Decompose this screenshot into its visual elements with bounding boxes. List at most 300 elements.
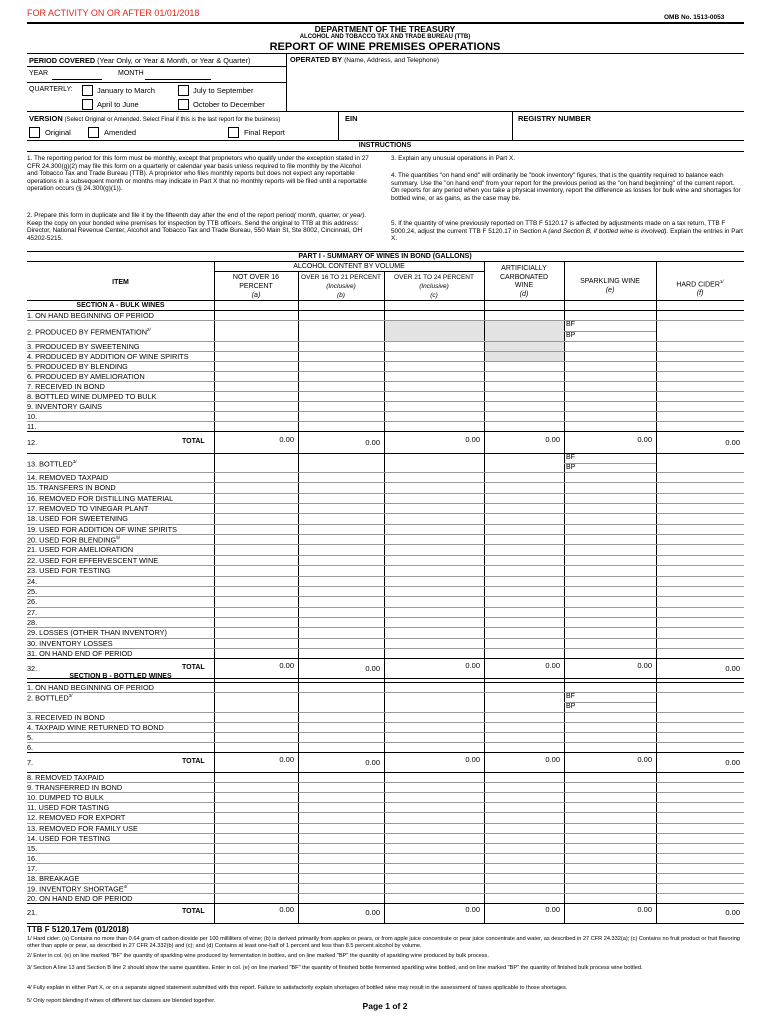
section-a-row-15-col-d[interactable] xyxy=(485,482,563,492)
section-b-row-11-col-c[interactable] xyxy=(385,802,483,812)
section-a-row-1-col-d[interactable] xyxy=(485,310,563,320)
section-b-row-17-col-c[interactable] xyxy=(385,863,483,873)
section-b-row-8-col-d[interactable] xyxy=(485,772,563,782)
section-b-row-4-col-b[interactable] xyxy=(299,722,383,732)
section-a-row-8-col-d[interactable] xyxy=(485,391,563,401)
section-b-row-20-col-b[interactable] xyxy=(299,893,383,903)
original-checkbox[interactable] xyxy=(29,127,40,138)
section-a-row-13-col-b[interactable] xyxy=(299,453,383,472)
section-a-row-1-col-e[interactable] xyxy=(565,310,655,320)
section-a-row-5-col-f[interactable] xyxy=(657,361,743,371)
section-b-row-20-col-e[interactable] xyxy=(565,893,655,903)
section-a-row-14-col-f[interactable] xyxy=(657,472,743,482)
section-b-row-5-col-d[interactable] xyxy=(485,732,563,742)
section-a-row-29-col-e[interactable] xyxy=(565,627,655,637)
section-b-row-18-col-f[interactable] xyxy=(657,873,743,883)
section-b-row-4-col-d[interactable] xyxy=(485,722,563,732)
section-a-row-9-col-b[interactable] xyxy=(299,401,383,411)
section-a-row-28-col-f[interactable] xyxy=(657,617,743,627)
section-b-row-19-col-c[interactable] xyxy=(385,883,483,893)
section-a-row-15-col-f[interactable] xyxy=(657,482,743,492)
section-b-row-21-number: 21. xyxy=(27,908,38,918)
section-a-row-23-col-b[interactable] xyxy=(299,565,383,575)
q1-checkbox[interactable] xyxy=(82,85,93,96)
section-a-row-26-col-d[interactable] xyxy=(485,596,563,606)
section-b-row-16-col-e[interactable] xyxy=(565,853,655,863)
section-a-row-27-col-c[interactable] xyxy=(385,607,483,617)
section-a-row-14-col-a[interactable] xyxy=(215,472,297,482)
section-a-row-4-col-c[interactable] xyxy=(385,351,483,361)
section-a-row-19-col-d[interactable] xyxy=(485,524,563,534)
section-a-row-31-col-c[interactable] xyxy=(385,648,483,658)
section-b-row-13-col-d[interactable] xyxy=(485,823,563,833)
section-b-row-6-col-f[interactable] xyxy=(657,742,743,752)
section-a-row-21-col-f[interactable] xyxy=(657,544,743,554)
section-a-row-26-col-b[interactable] xyxy=(299,596,383,606)
section-b-row-19-col-b[interactable] xyxy=(299,883,383,893)
section-a-row-10-col-b[interactable] xyxy=(299,411,383,421)
section-a-row-24-col-d[interactable] xyxy=(485,576,563,586)
section-a-row-31-col-b[interactable] xyxy=(299,648,383,658)
section-b-row-12-col-a[interactable] xyxy=(215,812,297,822)
section-b-row-18-col-a[interactable] xyxy=(215,873,297,883)
section-b-row-13-col-f[interactable] xyxy=(657,823,743,833)
section-b-row-9-col-c[interactable] xyxy=(385,782,483,792)
section-a-row-16-col-f[interactable] xyxy=(657,493,743,503)
section-b-row-20-col-a[interactable] xyxy=(215,893,297,903)
section-b-row-19-col-e[interactable] xyxy=(565,883,655,893)
section-a-row-20-col-a[interactable] xyxy=(215,534,297,544)
section-a-row-9-col-c[interactable] xyxy=(385,401,483,411)
section-a-row-16-col-e[interactable] xyxy=(565,493,655,503)
section-b-row-15-col-b[interactable] xyxy=(299,843,383,853)
section-a-row-29-col-f[interactable] xyxy=(657,627,743,637)
section-a-row-7-col-a[interactable] xyxy=(215,381,297,391)
section-a-row-23-col-c[interactable] xyxy=(385,565,483,575)
section-a-row-11-col-c[interactable] xyxy=(385,421,483,431)
section-a-row-18-col-f[interactable] xyxy=(657,513,743,523)
section-b-row-6-col-d[interactable] xyxy=(485,742,563,752)
section-a-row-15-col-a[interactable] xyxy=(215,482,297,492)
section-a-row-7-col-e[interactable] xyxy=(565,381,655,391)
section-a-row-18-col-d[interactable] xyxy=(485,513,563,523)
section-b-row-9-col-a[interactable] xyxy=(215,782,297,792)
section-a-row-3-col-c[interactable] xyxy=(385,341,483,351)
section-b-row-10-col-c[interactable] xyxy=(385,792,483,802)
section-a-row-5-col-e[interactable] xyxy=(565,361,655,371)
section-a-row-21-col-e[interactable] xyxy=(565,544,655,554)
section-b-row-15: 15. xyxy=(27,843,38,853)
section-b-row-1-col-c[interactable] xyxy=(385,682,483,692)
section-b-row-8-col-a[interactable] xyxy=(215,772,297,782)
section-b-row-18-col-e[interactable] xyxy=(565,873,655,883)
section-a-row-26-col-e[interactable] xyxy=(565,596,655,606)
section-a-row-16-col-b[interactable] xyxy=(299,493,383,503)
section-a-row-30-col-f[interactable] xyxy=(657,638,743,648)
section-a-row-17-col-e[interactable] xyxy=(565,503,655,513)
section-a-row-5-col-b[interactable] xyxy=(299,361,383,371)
section-a-row-20-col-e[interactable] xyxy=(565,534,655,544)
section-b-row-9-col-d[interactable] xyxy=(485,782,563,792)
section-a-row-9-col-a[interactable] xyxy=(215,401,297,411)
section-a-row-17-col-d[interactable] xyxy=(485,503,563,513)
section-a-row-27-col-f[interactable] xyxy=(657,607,743,617)
section-a-row-14-col-d[interactable] xyxy=(485,472,563,482)
section-a-row-23-col-e[interactable] xyxy=(565,565,655,575)
section-a-row-21-col-b[interactable] xyxy=(299,544,383,554)
section-a-row-13-col-d[interactable] xyxy=(485,453,563,472)
section-a-row-20-col-d[interactable] xyxy=(485,534,563,544)
section-a-row-1-col-b[interactable] xyxy=(299,310,383,320)
section-b-row-13-col-e[interactable] xyxy=(565,823,655,833)
section-a-row-11-col-f[interactable] xyxy=(657,421,743,431)
section-b-row-10-col-d[interactable] xyxy=(485,792,563,802)
section-a-row-3-col-f[interactable] xyxy=(657,341,743,351)
section-a-row-9-col-f[interactable] xyxy=(657,401,743,411)
section-b-row-8-col-c[interactable] xyxy=(385,772,483,782)
section-a-row-22-col-d[interactable] xyxy=(485,555,563,565)
section-a-row-1-col-c[interactable] xyxy=(385,310,483,320)
section-b-row-12-col-f[interactable] xyxy=(657,812,743,822)
section-b-row-8-col-e[interactable] xyxy=(565,772,655,782)
section-a-row-26-col-a[interactable] xyxy=(215,596,297,606)
section-a-row-9-col-d[interactable] xyxy=(485,401,563,411)
section-a-row-21-col-c[interactable] xyxy=(385,544,483,554)
section-b-row-6-col-e[interactable] xyxy=(565,742,655,752)
section-a-row-2-col-f[interactable] xyxy=(657,320,743,341)
section-a-row-22-col-f[interactable] xyxy=(657,555,743,565)
section-a-row-17-col-a[interactable] xyxy=(215,503,297,513)
section-b-row-13-col-a[interactable] xyxy=(215,823,297,833)
section-a-row-24-col-c[interactable] xyxy=(385,576,483,586)
section-a-row-5-col-d[interactable] xyxy=(485,361,563,371)
section-a-row-6-col-f[interactable] xyxy=(657,371,743,381)
section-a-row-21-col-a[interactable] xyxy=(215,544,297,554)
section-a-row-24-col-f[interactable] xyxy=(657,576,743,586)
section-a-row-30-col-a[interactable] xyxy=(215,638,297,648)
section-b-row-11-col-d[interactable] xyxy=(485,802,563,812)
section-b-row-19-col-a[interactable] xyxy=(215,883,297,893)
section-b-row-1-col-a[interactable] xyxy=(215,682,297,692)
section-a-row-8-col-c[interactable] xyxy=(385,391,483,401)
section-b-row-20-col-d[interactable] xyxy=(485,893,563,903)
section-b-row-4-col-f[interactable] xyxy=(657,722,743,732)
section-a-row-3-col-a[interactable] xyxy=(215,341,297,351)
section-b-row-5-col-a[interactable] xyxy=(215,732,297,742)
section-b-row-10-col-e[interactable] xyxy=(565,792,655,802)
section-a-row-8-col-f[interactable] xyxy=(657,391,743,401)
section-b-row-5-col-c[interactable] xyxy=(385,732,483,742)
section-a-row-24-col-b[interactable] xyxy=(299,576,383,586)
section-a-row-6-col-a[interactable] xyxy=(215,371,297,381)
section-a-row-23-col-f[interactable] xyxy=(657,565,743,575)
section-b-row-13-col-c[interactable] xyxy=(385,823,483,833)
section-b-row-15-col-f[interactable] xyxy=(657,843,743,853)
section-b-row-14-col-b[interactable] xyxy=(299,833,383,843)
section-a-row-8-col-a[interactable] xyxy=(215,391,297,401)
section-a-row-9-col-e[interactable] xyxy=(565,401,655,411)
section-a-row-1-col-f[interactable] xyxy=(657,310,743,320)
section-b-row-2-col-c[interactable] xyxy=(385,692,483,712)
section-a-row-13-col-a[interactable] xyxy=(215,453,297,472)
section-a-row-10-col-d[interactable] xyxy=(485,411,563,421)
section-a-row-14-col-e[interactable] xyxy=(565,472,655,482)
section-b-row-1-col-b[interactable] xyxy=(299,682,383,692)
section-b-row-2-col-a[interactable] xyxy=(215,692,297,712)
section-a-row-29-col-c[interactable] xyxy=(385,627,483,637)
section-b-row-3-col-b[interactable] xyxy=(299,712,383,722)
section-b-row-6-col-a[interactable] xyxy=(215,742,297,752)
section-b-row-17-col-e[interactable] xyxy=(565,863,655,873)
section-a-row-6-col-d[interactable] xyxy=(485,371,563,381)
section-a-row-22-col-a[interactable] xyxy=(215,555,297,565)
section-a-row-26-col-f[interactable] xyxy=(657,596,743,606)
section-b-row-5-col-f[interactable] xyxy=(657,732,743,742)
section-b-row-3-col-e[interactable] xyxy=(565,712,655,722)
section-b-row-10-col-f[interactable] xyxy=(657,792,743,802)
section-a-row-3-col-b[interactable] xyxy=(299,341,383,351)
section-b-row-17-col-d[interactable] xyxy=(485,863,563,873)
section-a-row-4-col-a[interactable] xyxy=(215,351,297,361)
section-a-row-11-col-b[interactable] xyxy=(299,421,383,431)
section-a-row-28-col-c[interactable] xyxy=(385,617,483,627)
section-a-row-2-col-b[interactable] xyxy=(299,320,383,341)
section-a-row-30-col-c[interactable] xyxy=(385,638,483,648)
section-a-row-29-col-b[interactable] xyxy=(299,627,383,637)
section-b-row-16-col-f[interactable] xyxy=(657,853,743,863)
section-a-row-7-col-f[interactable] xyxy=(657,381,743,391)
section-a-row-7-col-b[interactable] xyxy=(299,381,383,391)
section-a-row-1-col-a[interactable] xyxy=(215,310,297,320)
section-a-row-4-col-f[interactable] xyxy=(657,351,743,361)
section-b-row-15-col-c[interactable] xyxy=(385,843,483,853)
section-b-row-12-col-b[interactable] xyxy=(299,812,383,822)
section-a-row-27-col-d[interactable] xyxy=(485,607,563,617)
section-a-row-18-col-c[interactable] xyxy=(385,513,483,523)
section-a-row-27-col-a[interactable] xyxy=(215,607,297,617)
section-a-row-11-col-e[interactable] xyxy=(565,421,655,431)
section-b-row-17-col-b[interactable] xyxy=(299,863,383,873)
section-b-row-19-col-d[interactable] xyxy=(485,883,563,893)
section-b-row-14-col-a[interactable] xyxy=(215,833,297,843)
section-a-row-24-col-a[interactable] xyxy=(215,576,297,586)
section-a-row-22-col-e[interactable] xyxy=(565,555,655,565)
section-b-row-15-col-a[interactable] xyxy=(215,843,297,853)
section-a-row-25-col-a[interactable] xyxy=(215,586,297,596)
section-a-row-17-col-b[interactable] xyxy=(299,503,383,513)
section-b-row-3-col-c[interactable] xyxy=(385,712,483,722)
section-a-row-28-col-b[interactable] xyxy=(299,617,383,627)
section-b-row-10-col-b[interactable] xyxy=(299,792,383,802)
section-a-row-28-col-a[interactable] xyxy=(215,617,297,627)
section-b-row-18-col-b[interactable] xyxy=(299,873,383,883)
section-a-row-4-col-e[interactable] xyxy=(565,351,655,361)
section-b-row-1-col-e[interactable] xyxy=(565,682,655,692)
section-b-row-3-col-f[interactable] xyxy=(657,712,743,722)
section-b-row-4-col-c[interactable] xyxy=(385,722,483,732)
section-a-row-25-col-c[interactable] xyxy=(385,586,483,596)
section-a-row-22-col-c[interactable] xyxy=(385,555,483,565)
section-a-row-6-col-c[interactable] xyxy=(385,371,483,381)
section-a-row-18-col-a[interactable] xyxy=(215,513,297,523)
section-a-row-30-col-d[interactable] xyxy=(485,638,563,648)
section-a-row-16-col-c[interactable] xyxy=(385,493,483,503)
section-b-row-5-col-b[interactable] xyxy=(299,732,383,742)
section-b-row-16-col-a[interactable] xyxy=(215,853,297,863)
section-b-row-14-col-d[interactable] xyxy=(485,833,563,843)
section-b-row-8-col-f[interactable] xyxy=(657,772,743,782)
amended-checkbox[interactable] xyxy=(88,127,99,138)
section-a-row-10-col-a[interactable] xyxy=(215,411,297,421)
section-a-row-3-col-d[interactable] xyxy=(485,341,563,351)
section-b-row-9-col-b[interactable] xyxy=(299,782,383,792)
section-a-row-13-col-f[interactable] xyxy=(657,453,743,472)
section-a-row-15-col-c[interactable] xyxy=(385,482,483,492)
section-a-row-25-col-e[interactable] xyxy=(565,586,655,596)
section-b-row-1-col-f[interactable] xyxy=(657,682,743,692)
section-b-row-16-col-d[interactable] xyxy=(485,853,563,863)
section-a-row-14-col-b[interactable] xyxy=(299,472,383,482)
section-b-row-6-col-b[interactable] xyxy=(299,742,383,752)
section-b-row-16-col-b[interactable] xyxy=(299,853,383,863)
section-b-row-14-col-e[interactable] xyxy=(565,833,655,843)
section-a-row-10-col-c[interactable] xyxy=(385,411,483,421)
section-b-row-12-col-d[interactable] xyxy=(485,812,563,822)
section-a-row-20-col-b[interactable] xyxy=(299,534,383,544)
section-b-row-17-col-f[interactable] xyxy=(657,863,743,873)
section-a-row-7-col-d[interactable] xyxy=(485,381,563,391)
section-b-row-13-col-b[interactable] xyxy=(299,823,383,833)
section-a-row-10-col-f[interactable] xyxy=(657,411,743,421)
section-b-row-3-col-d[interactable] xyxy=(485,712,563,722)
q3-checkbox[interactable] xyxy=(178,85,189,96)
section-a-row-3-col-e[interactable] xyxy=(565,341,655,351)
section-b-row-6-col-c[interactable] xyxy=(385,742,483,752)
section-b-row-16-col-c[interactable] xyxy=(385,853,483,863)
section-a-row-28-col-e[interactable] xyxy=(565,617,655,627)
section-a-row-19-col-e[interactable] xyxy=(565,524,655,534)
section-b-row-9-col-f[interactable] xyxy=(657,782,743,792)
section-a-row-2-col-c[interactable] xyxy=(385,320,483,341)
section-a-row-25-col-b[interactable] xyxy=(299,586,383,596)
section-a-row-30-col-e[interactable] xyxy=(565,638,655,648)
section-b-row-1-col-d[interactable] xyxy=(485,682,563,692)
section-a-row-24-col-e[interactable] xyxy=(565,576,655,586)
section-a-row-18-col-e[interactable] xyxy=(565,513,655,523)
section-a-row-17-col-c[interactable] xyxy=(385,503,483,513)
section-b-row-2-col-b[interactable] xyxy=(299,692,383,712)
section-a-row-26-col-c[interactable] xyxy=(385,596,483,606)
section-a-row-15-col-b[interactable] xyxy=(299,482,383,492)
section-b-row-11-col-f[interactable] xyxy=(657,802,743,812)
section-b-row-2-col-d[interactable] xyxy=(485,692,563,712)
section-a-row-29-col-a[interactable] xyxy=(215,627,297,637)
section-b-row-18-col-c[interactable] xyxy=(385,873,483,883)
section-b-row-11-col-a[interactable] xyxy=(215,802,297,812)
section-a-row-4-col-d[interactable] xyxy=(485,351,563,361)
section-a-row-21-col-d[interactable] xyxy=(485,544,563,554)
section-a-row-20-col-c[interactable] xyxy=(385,534,483,544)
section-a-row-4-col-b[interactable] xyxy=(299,351,383,361)
section-a-row-23-col-d[interactable] xyxy=(485,565,563,575)
section-a-row-25-col-d[interactable] xyxy=(485,586,563,596)
section-b-row-8-col-b[interactable] xyxy=(299,772,383,782)
section-a-row-22-col-b[interactable] xyxy=(299,555,383,565)
section-a-row-11-col-a[interactable] xyxy=(215,421,297,431)
section-a-row-18-col-b[interactable] xyxy=(299,513,383,523)
section-a-row-19-col-a[interactable] xyxy=(215,524,297,534)
section-b-row-20-col-c[interactable] xyxy=(385,893,483,903)
section-b-row-11-col-b[interactable] xyxy=(299,802,383,812)
section-a-row-31-col-d[interactable] xyxy=(485,648,563,658)
section-a-row-30-col-b[interactable] xyxy=(299,638,383,648)
section-b-row-12-col-e[interactable] xyxy=(565,812,655,822)
section-a-row-16-col-a[interactable] xyxy=(215,493,297,503)
section-a-row-2-col-d[interactable] xyxy=(485,320,563,341)
section-b-row-15-col-e[interactable] xyxy=(565,843,655,853)
section-a-row-17-col-f[interactable] xyxy=(657,503,743,513)
section-a-row-31-col-f[interactable] xyxy=(657,648,743,658)
section-b-row-2-col-f[interactable] xyxy=(657,692,743,712)
section-b-row-19-col-f[interactable] xyxy=(657,883,743,893)
section-b-row-17-col-a[interactable] xyxy=(215,863,297,873)
section-a-row-27-col-e[interactable] xyxy=(565,607,655,617)
section-a-row-23-col-a[interactable] xyxy=(215,565,297,575)
final-checkbox[interactable] xyxy=(228,127,239,138)
section-a-row-28-col-d[interactable] xyxy=(485,617,563,627)
section-a-row-13-col-c[interactable] xyxy=(385,453,483,472)
section-a-row-11-col-d[interactable] xyxy=(485,421,563,431)
section-a-row-5-col-c[interactable] xyxy=(385,361,483,371)
section-b-row-9-col-e[interactable] xyxy=(565,782,655,792)
section-a-row-19-col-c[interactable] xyxy=(385,524,483,534)
section-b-row-18-col-d[interactable] xyxy=(485,873,563,883)
section-a-row-16-col-d[interactable] xyxy=(485,493,563,503)
section-a-row-14-col-c[interactable] xyxy=(385,472,483,482)
section-a-row-25-col-f[interactable] xyxy=(657,586,743,596)
section-b-row-3-col-a[interactable] xyxy=(215,712,297,722)
section-a-row-8-col-e[interactable] xyxy=(565,391,655,401)
section-a-row-5-col-a[interactable] xyxy=(215,361,297,371)
section-a-row-20-col-f[interactable] xyxy=(657,534,743,544)
section-a-row-6-col-b[interactable] xyxy=(299,371,383,381)
section-a-row-6-col-e[interactable] xyxy=(565,371,655,381)
q4-checkbox[interactable] xyxy=(178,99,189,110)
section-a-row-10-col-e[interactable] xyxy=(565,411,655,421)
section-a-row-8-col-b[interactable] xyxy=(299,391,383,401)
section-b-row-4-col-a[interactable] xyxy=(215,722,297,732)
section-b-row-11-col-e[interactable] xyxy=(565,802,655,812)
section-b-row-20-col-f[interactable] xyxy=(657,893,743,903)
section-a-row-19-col-f[interactable] xyxy=(657,524,743,534)
section-a-row-29-col-d[interactable] xyxy=(485,627,563,637)
section-a-row-19-col-b[interactable] xyxy=(299,524,383,534)
section-b-row-5-col-e[interactable] xyxy=(565,732,655,742)
section-b-row-4-col-e[interactable] xyxy=(565,722,655,732)
section-a-row-15-col-e[interactable] xyxy=(565,482,655,492)
section-b-row-12-col-c[interactable] xyxy=(385,812,483,822)
section-a-row-27-col-b[interactable] xyxy=(299,607,383,617)
section-b-row-10-col-a[interactable] xyxy=(215,792,297,802)
q2-checkbox[interactable] xyxy=(82,99,93,110)
section-b-row-14-col-c[interactable] xyxy=(385,833,483,843)
section-b-row-14-col-f[interactable] xyxy=(657,833,743,843)
section-a-row-2-col-a[interactable] xyxy=(215,320,297,341)
section-a-row-31-col-a[interactable] xyxy=(215,648,297,658)
section-a-row-7-col-c[interactable] xyxy=(385,381,483,391)
section-b-row-15-col-d[interactable] xyxy=(485,843,563,853)
section-a-row-31-col-e[interactable] xyxy=(565,648,655,658)
